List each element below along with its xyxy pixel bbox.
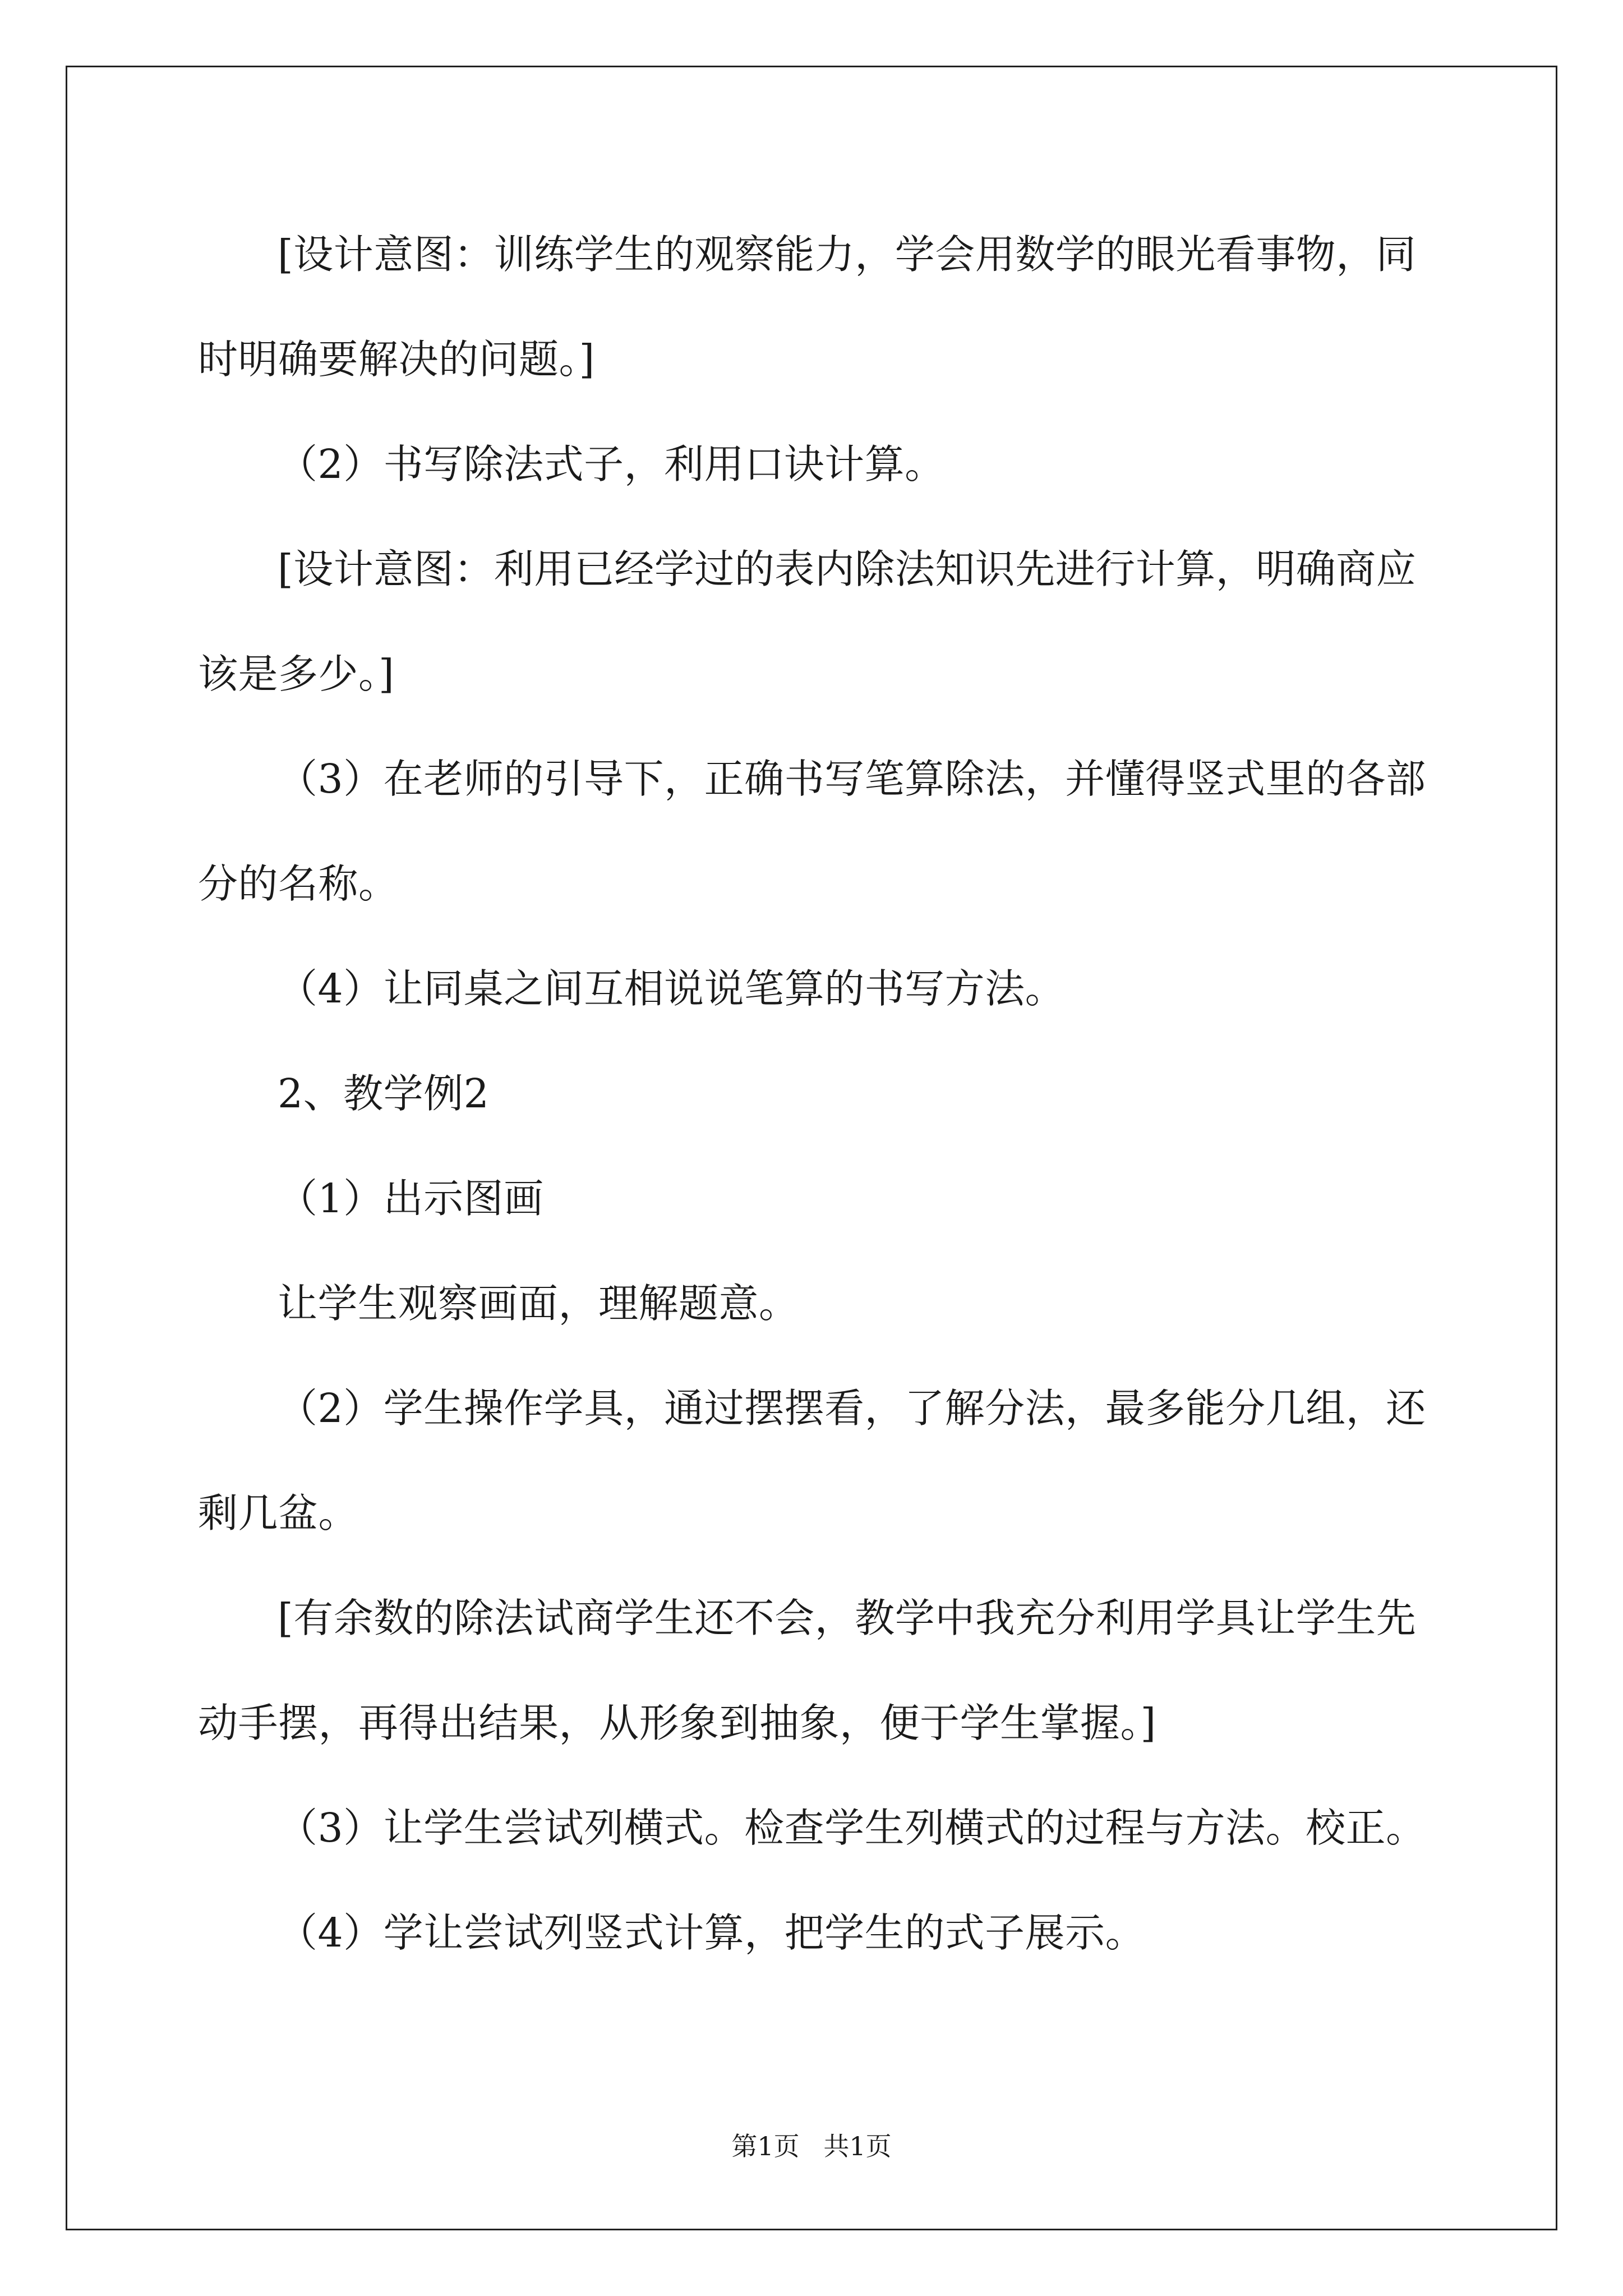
paragraph: （1）出示图画 [278, 1175, 544, 1222]
paragraph: [设计意图：利用已经学过的表内除法知识先进行计算，明确商应该是多少。] [198, 546, 1417, 697]
paragraph: （2）学生操作学具，通过摆摆看，了解分法，最多能分几组，还剩几盆。 [198, 1385, 1426, 1536]
paragraph: [有余数的除法试商学生还不会，教学中我充分利用学具让学生先动手摆，再得出结果，从形象到抽象，便于学生掌握。] [198, 1595, 1417, 1746]
document-body [198, 202, 1440, 1985]
paragraph: 2、教学例2 [278, 1070, 490, 1117]
paragraph: （2）书写除法式子，利用口诀计算。 [278, 441, 945, 487]
paragraph: [设计意图：训练学生的观察能力，学会用数学的眼光看事物，同时明确要解决的问题。] [198, 231, 1417, 383]
paragraph: （4）学让尝试列竖式计算，把学生的式子展示。 [278, 1910, 1146, 1956]
page-footer [0, 2126, 1623, 2163]
paragraph: （4）让同桌之间互相说说笔算的书写方法。 [278, 965, 1066, 1012]
paragraph: 让学生观察画面，理解题意。 [278, 1280, 799, 1327]
page-number: 第1页 [731, 2131, 800, 2161]
paragraph: （3）让学生尝试列横式。检查学生列横式的过程与方法。校正。 [278, 1805, 1426, 1851]
paragraph: （3）在老师的引导下，正确书写笔算除法，并懂得竖式里的各部分的名称。 [198, 756, 1426, 907]
page-total: 共1页 [823, 2131, 892, 2161]
